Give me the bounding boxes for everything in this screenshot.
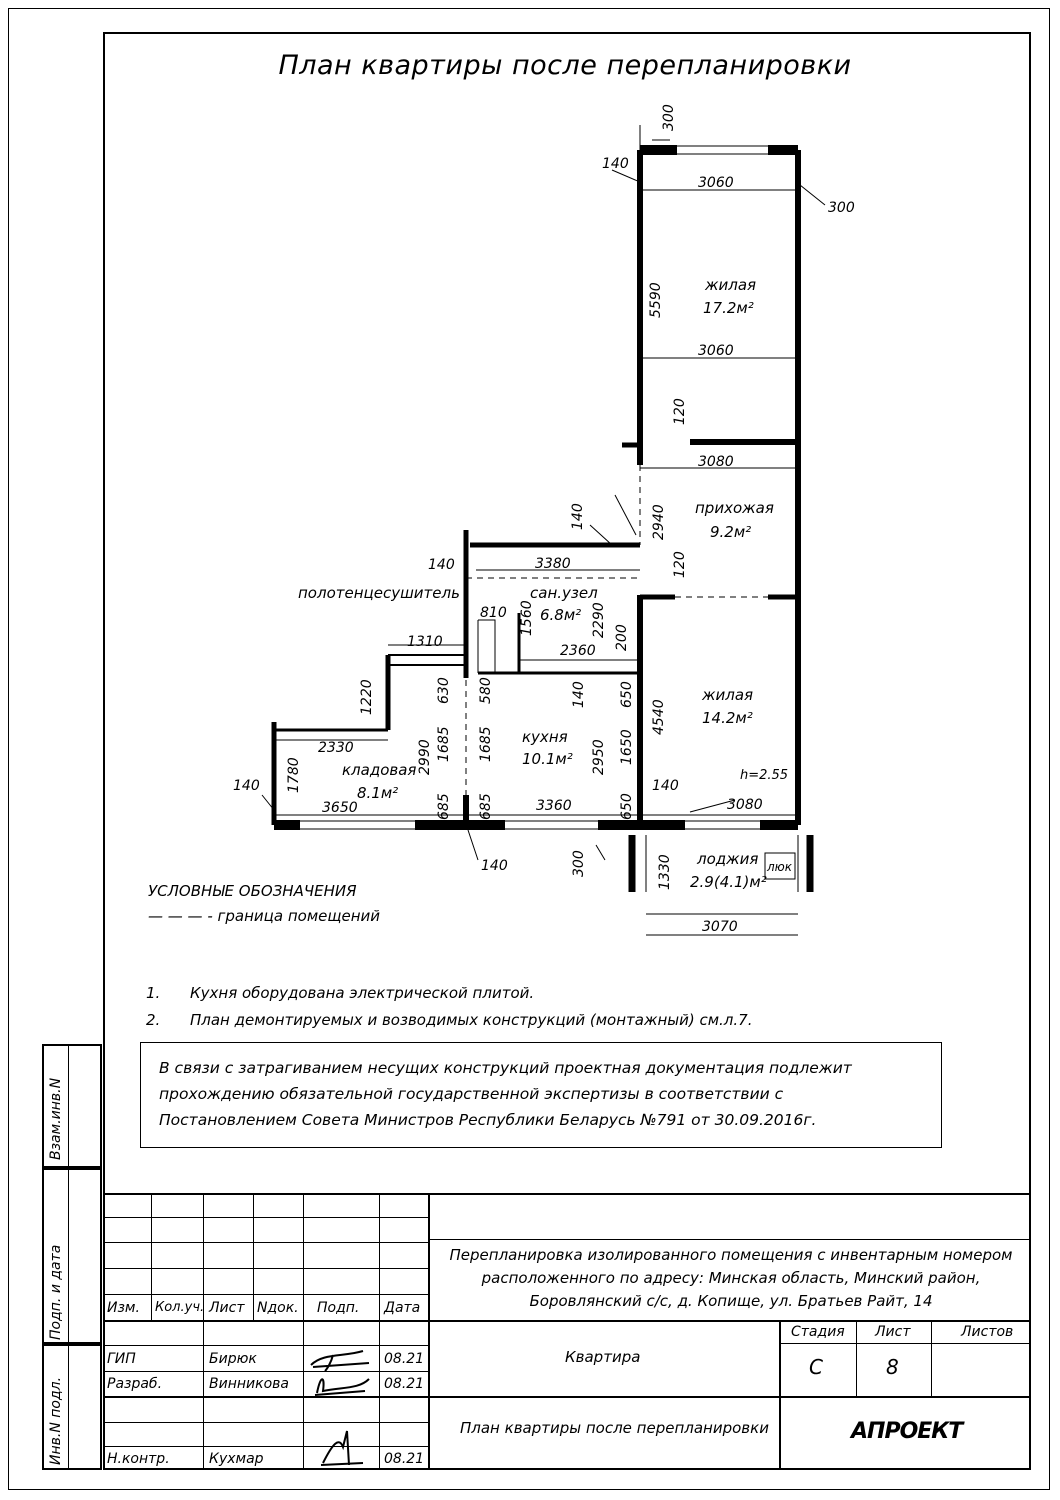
page-title: План квартиры после перепланировки	[278, 50, 852, 81]
stamp-stage-label: Стадия	[791, 1324, 845, 1340]
stamp-role-3: Н.контр.	[107, 1451, 170, 1467]
dim-3380: 3380	[535, 556, 571, 572]
stamp-header-koluch: Кол.уч.	[155, 1300, 205, 1315]
legend-row	[148, 907, 380, 925]
stamp-role-1: ГИП	[107, 1351, 136, 1367]
legend-text: - граница помещений	[207, 907, 381, 925]
dim-3650: 3650	[322, 800, 358, 816]
dim-1650: 1650	[619, 729, 635, 765]
stamp-name-2: Винникова	[209, 1376, 289, 1392]
dim-685-b: 685	[478, 793, 494, 820]
dim-2950: 2950	[591, 739, 607, 775]
stamp-stage: С	[809, 1355, 823, 1379]
dim-140-d: 140	[571, 681, 587, 708]
dim-2330: 2330	[318, 740, 354, 756]
note-1-num: 1.	[146, 984, 161, 1002]
dim-300-right: 300	[828, 200, 855, 216]
dim-1685-a: 1685	[436, 726, 452, 762]
stamp-project: Перепланировка изолированного помещения с инвентарным номером расположенного по адресу: Минская область, Минский район, Боровлянский с/с, д. Копище, ул. Братьев Райт, 14	[449, 1246, 1013, 1310]
note-1-text: Кухня оборудована электрической плитой.	[190, 984, 535, 1002]
dim-3070: 3070	[702, 919, 738, 935]
stamp-header-list: Лист	[209, 1300, 245, 1316]
stamp-header-ndok: Nдок.	[257, 1300, 299, 1316]
room-name-4: жилая	[702, 686, 754, 704]
dim-1780: 1780	[286, 757, 302, 793]
dim-140-c: 140	[428, 557, 455, 573]
dim-200: 200	[614, 624, 630, 651]
room-area-2: 9.2м²	[710, 523, 752, 541]
legend-title: УСЛОВНЫЕ ОБОЗНАЧЕНИЯ	[148, 882, 357, 900]
stamp-object: Квартира	[565, 1348, 641, 1366]
dim-1330: 1330	[657, 854, 673, 890]
room-area-6: 8.1м²	[357, 784, 399, 802]
dim-300-bottom: 300	[571, 850, 587, 877]
room-name-2: прихожая	[695, 499, 774, 517]
room-name-5: кухня	[522, 728, 568, 746]
dim-3060-mid: 3060	[698, 343, 734, 359]
stamp-header-izm: Изм.	[107, 1300, 140, 1316]
dim-3360: 3360	[536, 798, 572, 814]
dim-140-b: 140	[570, 503, 586, 530]
stamp-date-2: 08.21	[384, 1376, 425, 1392]
dim-3080-b: 3080	[727, 797, 763, 813]
dim-1560: 1560	[519, 600, 535, 636]
towel-dryer-label: полотенцесушитель	[298, 584, 460, 602]
dim-580: 580	[478, 677, 494, 704]
signatures	[303, 1343, 379, 1470]
stamp-header-data: Дата	[384, 1300, 421, 1316]
dim-1685-b: 1685	[478, 726, 494, 762]
stamp-date-1: 08.21	[384, 1351, 425, 1367]
dim-300-top: 300	[661, 104, 677, 131]
dim-2290: 2290	[591, 602, 607, 638]
legend-dash: — — —	[148, 907, 203, 925]
dim-3080-a: 3080	[698, 454, 734, 470]
ceiling-height: h=2.55	[740, 768, 789, 783]
dim-650-b: 650	[619, 793, 635, 820]
stamp-sheets-label: Листов	[961, 1324, 1014, 1340]
side-label-inv: Инв.N подл.	[48, 1376, 64, 1465]
stamp-header-podp: Подп.	[317, 1300, 360, 1316]
dim-685-a: 685	[436, 793, 452, 820]
stamp-sheet: 8	[886, 1355, 899, 1379]
room-area-5: 10.1м²	[522, 750, 573, 768]
dim-4540: 4540	[651, 699, 667, 735]
room-name-3: сан.узел	[530, 584, 598, 602]
stamp-name-3: Кухмар	[209, 1451, 264, 1467]
dim-140-e: 140	[233, 778, 260, 794]
stamp-sheet-label: Лист	[875, 1324, 911, 1340]
dim-630: 630	[436, 677, 452, 704]
dim-1310: 1310	[407, 634, 443, 650]
room-name-6: кладовая	[342, 761, 417, 779]
stamp-date-3: 08.21	[384, 1451, 425, 1467]
room-name-7: лоджия	[697, 850, 759, 868]
note-2-num: 2.	[146, 1011, 161, 1029]
dim-3060-top: 3060	[698, 175, 734, 191]
stamp-sheet-title: План квартиры после перепланировки	[460, 1419, 769, 1437]
room-area-7: 2.9(4.1)м²	[690, 873, 767, 891]
company-logo: АПРОЕКТ	[851, 1419, 963, 1444]
room-area-4: 14.2м²	[702, 709, 753, 727]
title-block	[103, 1193, 1031, 1470]
dim-120-a: 120	[672, 398, 688, 425]
dim-650-a: 650	[619, 681, 635, 708]
room-area-3: 6.8м²	[540, 606, 582, 624]
dim-810: 810	[480, 605, 507, 621]
expertise-notice: В связи с затрагиванием несущих конструкций проектная документация подлежит прохождению обязательной государственной экспертизы в соответствии с Постановлением Совета Министров Республики Беларусь №791 от 30.09.2016г.	[140, 1042, 942, 1148]
dim-2940: 2940	[651, 504, 667, 540]
dim-5590: 5590	[648, 282, 664, 318]
side-label-podp: Подп. и дата	[48, 1244, 64, 1340]
note-2-text: План демонтируемых и возводимых конструкций (монтажный) см.л.7.	[190, 1011, 753, 1029]
side-label-vzam: Взам.инв.N	[48, 1077, 64, 1160]
dim-140-top: 140	[602, 156, 629, 172]
dim-140-g: 140	[481, 858, 508, 874]
stamp-role-2: Разраб.	[107, 1376, 163, 1392]
hatch-label: люк	[767, 860, 793, 874]
dim-2360: 2360	[560, 643, 596, 659]
stamp-name-1: Бирюк	[209, 1351, 257, 1367]
dim-1220: 1220	[359, 679, 375, 715]
dim-140-f: 140	[652, 778, 679, 794]
room-name-1: жилая	[705, 276, 757, 294]
dim-2990: 2990	[417, 739, 433, 775]
room-area-1: 17.2м²	[703, 299, 754, 317]
dim-120-b: 120	[672, 551, 688, 578]
